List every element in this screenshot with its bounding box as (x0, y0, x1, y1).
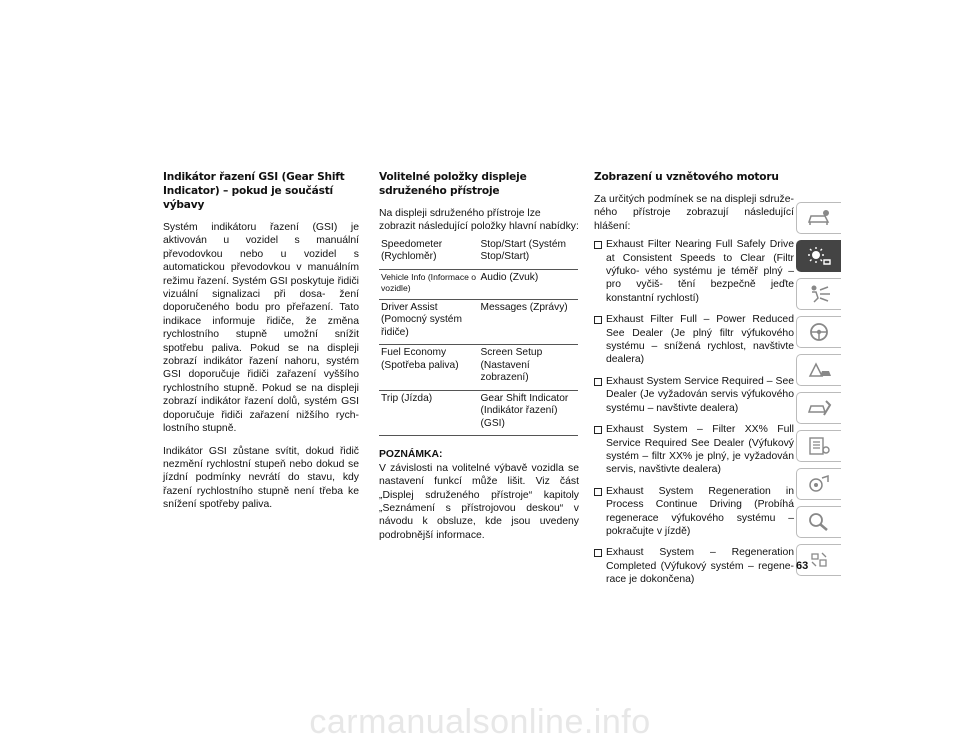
car-info-icon (806, 208, 832, 228)
note-text: V závislosti na volitelné výbavě vozidla se nastavení funkcí může lišit. Viz část „Displej sdruženého přístroje“ kapitoly „Seznámení s přístrojovou deskou“ v návodu k obsluze, kde jsou uvedeny podrobnější informace. (379, 462, 579, 541)
table-cell: Trip (Jízda) (379, 390, 479, 436)
checkbox-square-icon (594, 316, 602, 324)
tab-index[interactable] (796, 506, 841, 538)
tab-specifications[interactable] (796, 430, 841, 462)
display-items-heading: Volitelné položky displeje sdruženého přístroje (379, 171, 527, 197)
table-row (379, 299, 578, 345)
table-cell: Audio (Zvuk) (479, 269, 579, 299)
note-title: POZNÁMKA: (379, 449, 443, 461)
languages-icon (806, 550, 832, 570)
checkbox-square-icon (594, 549, 602, 557)
diesel-message-list (594, 238, 794, 586)
diesel-heading: Zobrazení u vznětového motoru (594, 171, 779, 183)
table-cell: Messages (Zprávy) (479, 299, 579, 345)
list-item (594, 313, 794, 367)
watermark: carmanualsonline.info (309, 703, 651, 741)
list-item (594, 375, 794, 415)
checkbox-square-icon (594, 488, 602, 496)
menu-items-table (379, 237, 578, 437)
table-row (379, 269, 578, 299)
list-item-text: Exhaust Filter Full – Power Reduced See Dealer (Je plný filtr výfukového systému – snížená rychlost, navštivte dealera) (606, 314, 794, 366)
list-item (594, 238, 794, 305)
tab-service[interactable] (796, 392, 841, 424)
table-cell: Stop/Start (Systém Stop/Start) (479, 237, 579, 270)
table-cell: Gear Shift Indicator (Indikátor řazení) (GSI) (479, 390, 579, 436)
table-row (379, 390, 578, 436)
tab-emergency[interactable] (796, 354, 841, 386)
diesel-intro: Za určitých podmínek se na displeji sdruže- ného přístroje zobrazují následující hlášení: (594, 194, 794, 232)
dashboard-light-icon (806, 246, 832, 266)
tab-dashboard[interactable] (796, 240, 841, 272)
tab-safety[interactable] (796, 278, 841, 310)
table-cell: Speedometer (Rychloměr) (379, 237, 479, 270)
page-number: 63 (796, 560, 809, 572)
airbag-safety-icon (806, 284, 832, 304)
table-cell: Driver Assist (Pomocný systém řidiče) (379, 299, 479, 345)
chapter-tabs (796, 202, 842, 582)
table-row (379, 345, 578, 391)
column-diesel-messages (594, 170, 794, 595)
gsi-paragraph-1: Systém indikátoru řazení (GSI) je aktivován u vozidel s manuální převodovkou nebo u vozidel s automatickou převodovkou v manuálním režimu řazení. Systém GSI poskytuje řidiči vizuální signalizaci při dosa- žení doporučeného bodu pro přeřazení. Tato indikace informuje řidiče, že změna rychlostního stupně umožní snížit spotřebu paliva. Pokud se na displeji zobrazí indikátor řazení nahoru, systém GSI doporučuje řidiči zařazení vyššího rychlostního stupně. Pokud se na displeji zobrazí indikátor řazení dolů, systém GSI doporučuje řidiči zařazení nižšího rych- lostního stupně. (163, 222, 359, 435)
steering-wheel-icon (806, 322, 832, 342)
column-display-items (379, 170, 579, 551)
gsi-heading: Indikátor řazení GSI (Gear Shift Indicator) – pokud je součástí výbavy (163, 171, 345, 211)
checkbox-square-icon (594, 378, 602, 386)
display-items-intro: Na displeji sdruženého přístroje lze zobrazit následující položky hlavní nabídky: (379, 208, 579, 233)
checkbox-square-icon (594, 241, 602, 249)
tab-car-info[interactable] (796, 202, 841, 234)
list-item (594, 485, 794, 539)
table-cell: Vehicle Info (Informace o vozidle) (379, 269, 479, 299)
gsi-paragraph-2: Indikátor GSI zůstane svítit, dokud řidič nezmění rychlostní stupeň nebo dokud se jízdní podmínky nevrátí do stavu, kdy řazení rychlostního stupně není třeba ke snížení spotřeby paliva. (163, 445, 359, 511)
list-item-text: Exhaust System – Regeneration Completed (Výfukový systém – regene- race je dokončena) (606, 547, 794, 586)
list-item (594, 546, 794, 586)
list-item-text: Exhaust System Service Required – See Dealer (Je vyžadován servis výfukového systému – navštivte dealera) (606, 375, 794, 414)
tab-multimedia[interactable] (796, 468, 841, 500)
maintenance-list-icon (806, 436, 832, 456)
checkbox-square-icon (594, 426, 602, 434)
column-gsi (163, 170, 359, 521)
search-index-icon (806, 512, 832, 532)
car-service-icon (806, 398, 832, 418)
warning-triangle-car-icon (806, 360, 832, 380)
table-cell: Screen Setup (Nastavení zobrazení) (479, 345, 579, 391)
tab-driving[interactable] (796, 316, 841, 348)
multimedia-icon (806, 474, 832, 494)
list-item (594, 423, 794, 477)
list-item-text: Exhaust System – Filter XX% Full Service Required See Dealer (Výfukový systém – filtr XX% je plný, je vyžadován servis, navštivte dealera) (606, 424, 794, 476)
table-cell: Fuel Economy (Spotřeba paliva) (379, 345, 479, 391)
list-item-text: Exhaust Filter Nearing Full Safely Drive at Consistent Speeds to Clear (Filtr výfuko- vého systému je téměř plný – pro vyčiš- tění bezpečně jeďte konstantní rychlostí) (606, 239, 794, 304)
list-item-text: Exhaust System Regeneration in Process Continue Driving (Probíhá regenerace výfukového systému – pokračujte v jízdě) (606, 485, 794, 537)
table-row (379, 237, 578, 270)
